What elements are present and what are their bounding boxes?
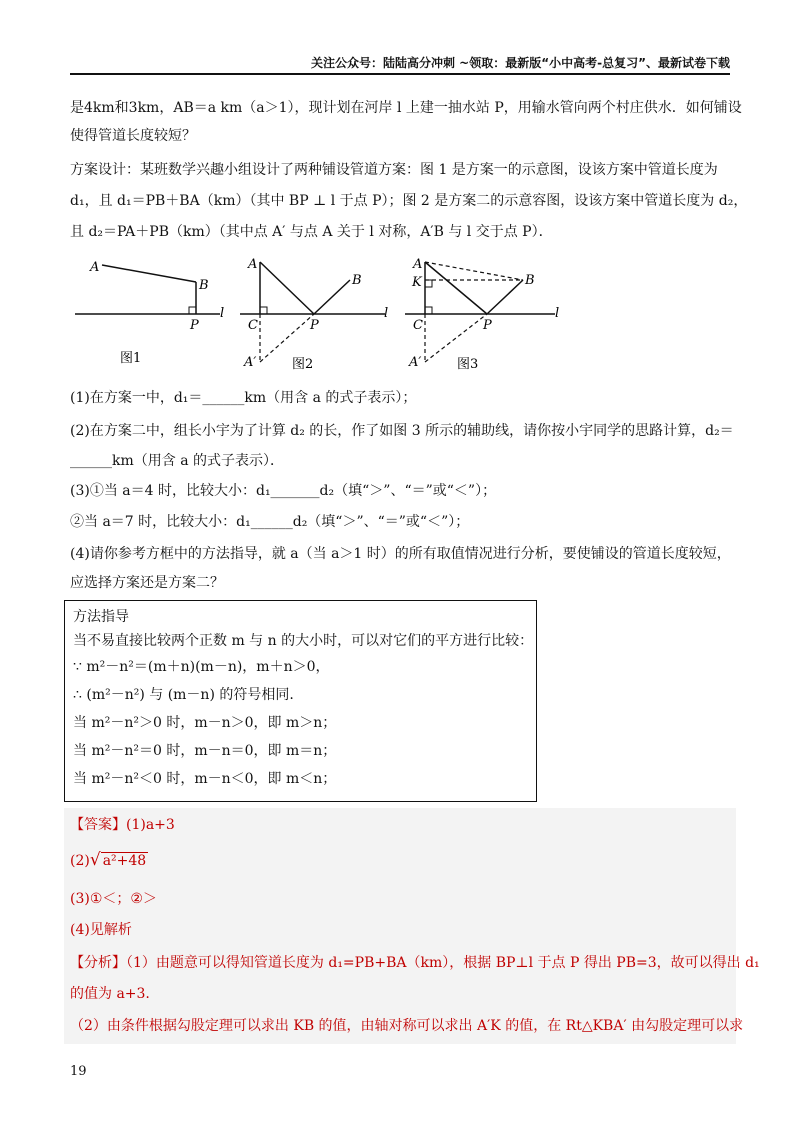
answer-2-prefix: (2) (70, 853, 90, 869)
method-guide-line-5: 当 m²－n²＝0 时，m－n＝0，即 m＝n； (73, 743, 337, 759)
fig2-label-l: l (384, 306, 389, 321)
fig2-label-A: A (248, 257, 258, 272)
problem-line-4: d₁，且 d₁＝PB＋BA（km）（其中 BP ⊥ l 于点 P）；图 2 是方案二的示意容图，设该方案中管道长度为 d₂， (70, 193, 748, 209)
fig1-caption: 图1 (120, 351, 142, 366)
fig2-label-P: P (310, 318, 319, 333)
question-3-part-1: (3)①当 a＝4 时，比较大小：d₁_______d₂（填“＞”、“＝”或“＜”）； (70, 483, 497, 499)
fig3-label-A: A (413, 257, 423, 272)
fig3-label-B: B (525, 273, 535, 288)
method-guide-box (64, 600, 537, 802)
fig2-label-B: B (352, 273, 362, 288)
fig3-label-K: K (412, 275, 422, 290)
method-guide-line-2: ∵ m²－n²＝(m＋n)(m－n)，m＋n＞0， (73, 659, 330, 675)
method-guide-title: 方法指导 (73, 609, 129, 625)
fig2-caption: 图2 (292, 357, 314, 372)
analysis-line-1: 【分析】（1）由题意可以得知管道长度为 d₁=PB+BA（km），根据 BP⊥l 于点 P 得出 PB=3，故可以得出 d₁ (70, 955, 760, 971)
fig3-label-A-prime: A′ (409, 355, 422, 370)
method-guide-line-6: 当 m²－n²＜0 时，m－n＜0，即 m＜n； (73, 771, 337, 787)
fig2-label-C: C (248, 318, 258, 333)
fig3-label-l: l (555, 306, 560, 321)
fig1-label-l: l (220, 306, 225, 321)
figure-1 (70, 252, 230, 372)
question-4-line-1: (4)请你参考方框中的方法指导，就 a（当 a＞1 时）的所有取值情况进行分析，要使铺设的管道长度较短， (70, 546, 731, 562)
question-4-line-2: 应选择方案还是方案二？ (70, 575, 224, 591)
answer-2 (70, 850, 148, 871)
figure-2 (240, 252, 400, 372)
problem-line-2: 使得管道长度较短？ (70, 128, 196, 144)
fig1-label-B: B (199, 278, 209, 293)
question-1: (1)在方案一中，d₁＝______km（用含 a 的式子表示）； (70, 390, 417, 406)
question-3-part-2: ②当 a＝7 时，比较大小：d₁______d₂（填“＞”、“＝”或“＜”）； (70, 514, 470, 530)
answer-3: (3)①＜；②＞ (70, 891, 157, 907)
fig2-label-A-prime: A′ (244, 355, 257, 370)
page-number: 19 (70, 1064, 87, 1079)
answer-1: 【答案】(1)a+3 (70, 817, 175, 833)
problem-line-5: 且 d₂＝PA＋PB（km）（其中点 A′ 与点 A 关于 l 对称，A′B 与 l 交于点 P）． (70, 224, 553, 240)
problem-line-1: 是4km和3km，AB＝a km（a＞1），现计划在河岸 l 上建一抽水站 P，用输水管向两个村庄供水．如何铺设 (70, 100, 742, 116)
fig1-label-A: A (90, 260, 100, 275)
sqrt-sign: √ (89, 850, 101, 870)
answer-4: (4)见解析 (70, 922, 132, 938)
analysis-line-3: （2）由条件根据勾股定理可以求出 KB 的值，由轴对称可以求出 A′K 的值，在 Rt△KBA′ 由勾股定理可以求 (70, 1018, 744, 1034)
method-guide-line-1: 当不易直接比较两个正数 m 与 n 的大小时，可以对它们的平方进行比较： (73, 633, 534, 649)
question-2-line-2: ______km（用含 a 的式子表示）． (70, 453, 285, 469)
header-divider (70, 73, 730, 75)
fig3-label-C: C (413, 318, 423, 333)
fig1-label-P: P (190, 318, 199, 333)
page-header: 关注公众号：陆陆高分冲刺 ~领取：最新版“小中高考-总复习”、最新试卷下载 (311, 56, 730, 70)
figure-3 (405, 252, 575, 372)
answer-2-radicand: a²+48 (102, 853, 147, 869)
analysis-line-2: 的值为 a+3. (70, 986, 150, 1002)
method-guide-line-3: ∴ (m²－n²) 与 (m－n) 的符号相同. (73, 687, 294, 703)
question-2-line-1: (2)在方案二中，组长小宇为了计算 d₂ 的长，作了如图 3 所示的辅助线，请你按小宇同学的思路计算，d₂＝ (70, 423, 734, 439)
fig3-label-P: P (483, 318, 492, 333)
fig3-caption: 图3 (457, 357, 479, 372)
answer-section (64, 808, 736, 1044)
problem-line-3: 方案设计：某班数学兴趣小组设计了两种铺设管道方案：图 1 是方案一的示意图，设该方案中管道长度为 (70, 162, 718, 178)
method-guide-line-4: 当 m²－n²＞0 时，m－n＞0，即 m＞n； (73, 715, 337, 731)
